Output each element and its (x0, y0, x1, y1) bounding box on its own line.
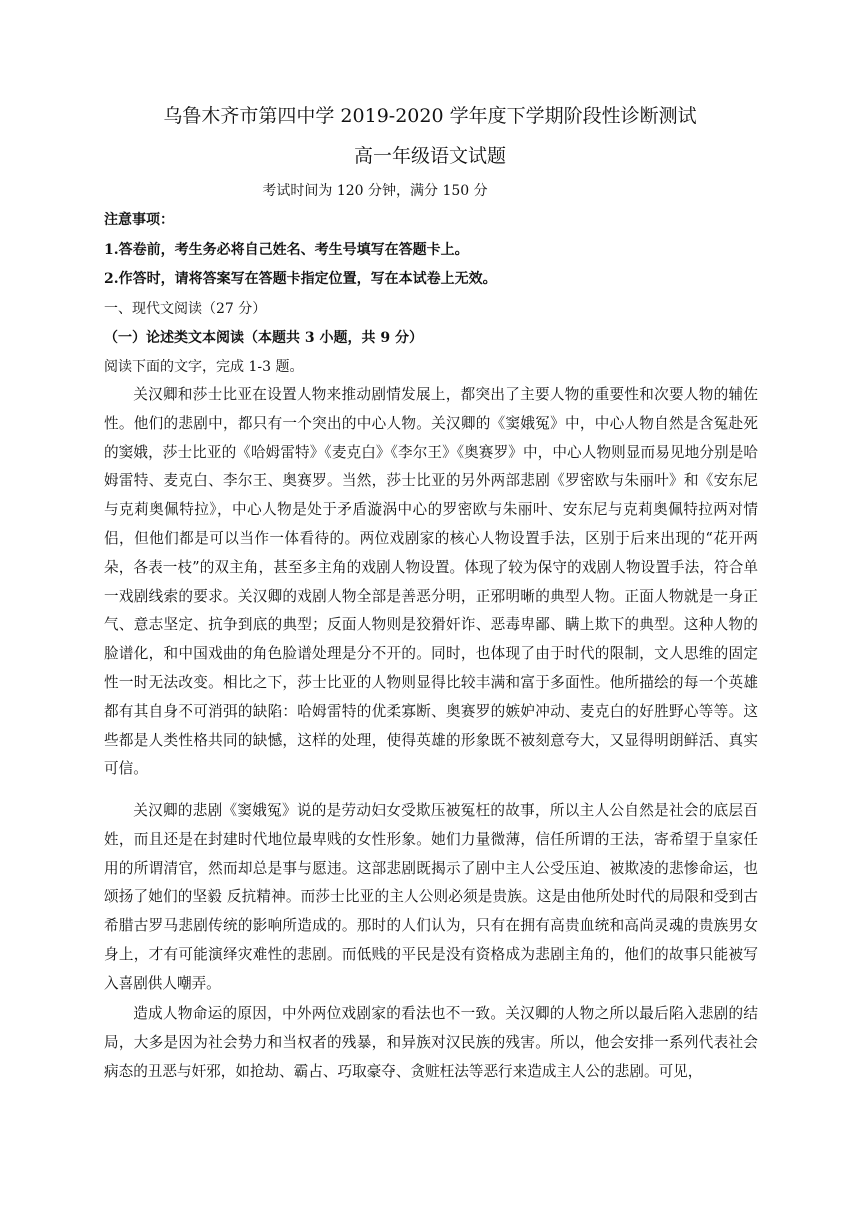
passage-paragraph-2: 关汉卿的悲剧《窦娥冤》说的是劳动妇女受欺压被冤枉的故事，所以主人公自然是社会的底层百姓，而且还是在封建时代地位最卑贱的女性形象。她们力量微薄，信任所谓的王法，寄希望于皇家任用的所谓清官，然而却总是事与愿违。这部悲剧既揭示了剧中主人公受压迫、被欺凌的悲惨命运，也颂扬了她们的坚毅 反抗精神。而莎士比亚的主人公则必须是贵族。这是由他所处时代的局限和受到古希腊古罗马悲剧传统的影响所造成的。那时的人们认为，只有在拥有高贵血统和高尚灵魂的贵族男女身上，才有可能演绎灾难性的悲剧。而低贱的平民是没有资格成为悲剧主角的，他们的故事只能被写入喜剧供人嘲弄。 (104, 802, 758, 992)
exam-subject-title: 高一年级语文试题 (353, 145, 506, 167)
exam-info: 考试时间为 120 分钟，满分 150 分 (262, 183, 488, 199)
passage-paragraph-3: 造成人物命运的原因，中外两位戏剧家的看法也不一致。关汉卿的人物之所以最后陷入悲剧的结局，大多是因为社会势力和当权者的残暴，和异族对汉民族的残害。所以，他会安排一系列代表社会病态的丑恶与奸邪，如抢劫、霸占、巧取豪夺、贪赃枉法等恶行来造成主人公的悲剧。可见， (104, 1005, 758, 1080)
notice-item-1: 1.答卷前，考生务必将自己姓名、考生号填写在答题卡上。 (104, 242, 469, 258)
passage-paragraph-1: 关汉卿和莎士比亚在设置人物来推动剧情发展上，都突出了主要人物的重要性和次要人物的辅佐性。他们的悲剧中，都只有一个突出的中心人物。关汉卿的《窦娥冤》中，中心人物自然是含冤赴死的窦娥，莎士比亚的《哈姆雷特》《麦克白》《李尔王》《奥赛罗》中，中心人物则显而易见地分别是哈姆雷特、麦克白、李尔王、奥赛罗。当然，莎士比亚的另外两部悲剧《罗密欧与朱丽叶》和《安东尼与克莉奥佩特拉》，中心人物是处于矛盾漩涡中心的罗密欧与朱丽叶、安东尼与克莉奥佩特拉两对情侣，但他们都是可以当作一体看待的。两位戏剧家的核心人物设置手法，区别于后来出现的“花开两朵，各表一枝”的双主角，甚至多主角的戏剧人物设置。体现了较为保守的戏剧人物设置手法，符合单一戏剧线索的要求。关汉卿的戏剧人物全部是善恶分明，正邪明晰的典型人物。正面人物就是一身正气、意志坚定、抗争到底的典型；反面人物则是狡猾奸诈、恶毒卑鄙、瞒上欺下的典型。这种人物的脸谱化，和中国戏曲的角色脸谱处理是分不开的。同时，也体现了由于时代的限制，文人思维的固定性一时无法改变。相比之下，莎士比亚的人物则显得比较丰满和富于多面性。他所描绘的每一个英雄都有其自身不可消弭的缺陷：哈姆雷特的优柔寡断、奥赛罗的嫉妒冲动、麦克白的好胜野心等等。这些都是人类性格共同的缺憾，这样的处理，使得英雄的形象既不被刻意夸大，又显得明朗鲜活、真实可信。 (104, 386, 758, 778)
notice-item-2: 2.作答时，请将答案写在答题卡指定位置，写在本试卷上无效。 (104, 271, 497, 287)
exam-title: 乌鲁木齐市第四中学 2019-2020 学年度下学期阶段性诊断测试 (163, 105, 697, 127)
notice-heading: 注意事项： (104, 212, 174, 228)
reading-instruction: 阅读下面的文字，完成 1-3 题。 (104, 359, 304, 375)
section-subheading: （一）论述类文本阅读（本题共 3 小题，共 9 分） (104, 330, 423, 346)
section-heading: 一、现代文阅读（27 分） (104, 301, 267, 317)
